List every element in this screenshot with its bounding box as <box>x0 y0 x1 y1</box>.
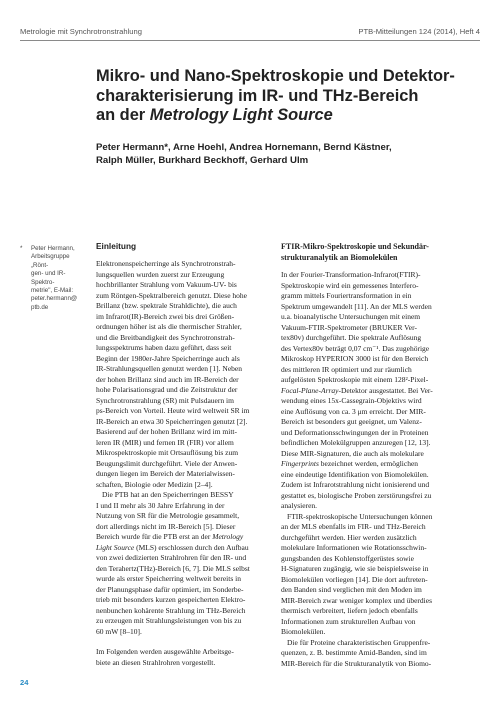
text-line: ptb.de <box>31 303 49 311</box>
text-line: wendung eines 15x-Cassegrain-Objektivs wird <box>281 396 422 405</box>
text-line: an der MLS ebenfalls im FIR- und THz-Bereich <box>281 522 426 531</box>
text-line: gen- und IR-Spektro- <box>31 270 66 286</box>
footnote-mark: * <box>20 245 23 252</box>
text-line: Brillanz (bzw. spektrale Strahldichte), die auch <box>96 301 237 310</box>
text-line: Die PTB hat an den Speicherringen BESSY <box>102 490 234 499</box>
text-line: Synchrotronstrahlung (SR) mit Pulsdauern im <box>96 395 234 405</box>
text-line: Diese MIR-Signaturen, die auch als molekulare <box>281 448 424 458</box>
text-line: IR-Bereich an etwa 30 Speicherringen genutzt [2]. <box>96 416 248 426</box>
text-line: biete an diesen Strahlrohren vorgestellt. <box>96 657 216 667</box>
text-line: lungsspektrums haben dazu geführt, dass seit <box>96 343 232 352</box>
text-line: Zudem ist Infrarotstrahlung nicht ionisierend und <box>281 480 430 489</box>
running-header <box>20 27 480 39</box>
text-line: befindlichen Molekülgruppen anzuregen [12, 13]. <box>281 438 431 447</box>
text-line: Fingerprints bezeichnet werden, ermöglichen <box>281 459 419 468</box>
text-line: den Banden sind verglichen mit den Moden im <box>281 585 422 594</box>
text-line: dort allerdings nicht im IR-Bereich [5]. Dieser <box>96 521 236 531</box>
text-line: Mikroskop HYPERION 3000 ist für den Bereich <box>281 354 429 363</box>
text-line: charakterisierung im IR- und THz-Bereich <box>96 86 419 105</box>
text-line: quenzen, z. B. bestimmte Amid-Banden, sind im <box>281 648 427 657</box>
text-line: In der Fourier-Transformation-Infrarot(FTIR)- <box>281 270 421 279</box>
header-right: PTB-Mitteilungen 124 (2014), Heft 4 <box>358 27 480 36</box>
text-line: ps-Bereich von Vorteil. Heute wird weltweit SR im <box>96 406 250 415</box>
text-line: und die Breitbandigkeit des Synchrotronstrah- <box>96 332 235 342</box>
text-line: Elektronenspeicherringe als Synchrotronstrah- <box>96 259 236 268</box>
text-line: gungsbanden des Kohlenstoffgerüstes sowie <box>281 553 414 563</box>
text-line: schaften, Biologie oder Medizin [2–4]. <box>96 479 213 489</box>
text-line: lungsquellen wurden zuerst zur Erzeugung <box>96 269 225 279</box>
text-line: gestattet es, biologische Proben zerstörungsfrei zu <box>281 490 432 500</box>
text-line: tex80v) durchgeführt. Die spektrale Auflösung <box>281 333 422 342</box>
author-list <box>96 142 476 167</box>
paragraph-group-frequencies <box>281 638 453 670</box>
text-line: trieb mit besonders kurzen gespeicherten Elektro- <box>96 595 246 604</box>
text-line: Im Folgenden werden ausgewählte Arbeitsge- <box>96 647 234 656</box>
text-line: den Terahertz(THz)-Bereich [6, 7]. Die MLS selbst <box>96 563 250 573</box>
author-footnote <box>20 245 84 312</box>
text-line: MIR-Bereich für die Strukturanalytik von Biomo- <box>281 658 432 668</box>
text-line: Peter Hermann*, Arne Hoehl, Andrea Hornemann, Bernd Kästner, <box>96 142 392 153</box>
left-column <box>96 241 268 668</box>
text-line: gramm mittels Fouriertransformation in ein <box>281 291 412 300</box>
paragraph-fir-thz <box>281 512 453 638</box>
text-line: Mikrospektroskopie mit Ortsauflösung bis zum <box>96 448 239 457</box>
text-line: analysieren. <box>281 501 318 510</box>
text-line: Ralph Müller, Burkhard Beckhoff, Gerhard Ulm <box>96 154 309 166</box>
paragraph-overview <box>96 647 268 668</box>
text-line: Bereich ist besonders gut geeignet, um Valenz- <box>281 417 422 426</box>
text-line: ordnungen höher ist als die thermischer Strahler, <box>96 322 242 331</box>
text-line: Mikro- und Nano-Spektroskopie und Detektor- <box>96 67 455 85</box>
text-line: IR-Strahlungsquellen genutzt werden [1]. Neben <box>96 364 242 373</box>
text-line: hohe Polarisationsgrad und die Zeitstruktur der <box>96 385 238 394</box>
text-line: eine Auflösung von ca. 3 μm erreicht. Der MIR- <box>281 406 426 416</box>
text-line: Biomolekülen. <box>281 627 326 636</box>
text-line: H-Signaturen zugängig, wie sie beispielsweise in <box>281 564 429 573</box>
text-line: Focal-Plane-Array-Detektor ausgestattet. Bei Ver- <box>281 385 433 395</box>
footnote-text <box>31 245 84 312</box>
text-line: dungen liegen im Bereich der Materialwissen- <box>96 469 235 478</box>
paragraph-ptb-history <box>96 490 268 637</box>
text-line: eine eindeutige Identifikation von Biomolekülen. <box>281 469 429 479</box>
text-line: Informationen zum strukturellen Aufbau von <box>281 616 416 626</box>
text-line: hochbrillanter Strahlung vom Vakuum-UV- bis <box>96 280 237 289</box>
text-line: FTIR-spektroskopische Untersuchungen können <box>287 511 433 521</box>
text-line: zum Röntgen-Spektralbereich genutzt. Diese hohe <box>96 290 247 300</box>
text-line: an der Metrology Light Source <box>96 106 333 125</box>
article-title <box>96 67 466 126</box>
text-line: Nutzung von SR für die Metrologie gesammelt, <box>96 511 240 520</box>
text-line: molekulare Informationen wie Rotationsschwin- <box>281 543 427 552</box>
text-line: Biomolekülen vorliegen [14]. Die dort auftreten- <box>281 574 428 584</box>
text-line: strukturanalytik an Biomolekülen <box>281 253 398 262</box>
text-line: thermisch verbreitert, liefern jedoch ebenfalls <box>281 606 418 615</box>
text-line: u.a. bioanalytische Untersuchungen mit einem <box>281 312 421 321</box>
text-line: zu erzeugen mit Strahlungsleistungen von bis zu <box>96 616 242 625</box>
text-line: Beginn der 1980er-Jahre Speicherringe auch als <box>96 353 240 363</box>
text-line: des mittleren IR optimiert und zur räumlich <box>281 364 412 374</box>
text-line: Die für Proteine charakteristischen Gruppenfre- <box>287 637 431 647</box>
section-heading-ftir <box>281 241 453 263</box>
text-line: und Deformationsschwingungen der in Proteinen <box>281 427 429 437</box>
text-line: 60 mW [8–10]. <box>96 626 142 636</box>
text-line: im Infrarot(IR)-Bereich zwei bis drei Größen- <box>96 311 235 321</box>
section-heading-einleitung: Einleitung <box>96 241 137 251</box>
paragraph-ftir-method <box>281 270 453 512</box>
right-column <box>281 241 453 669</box>
text-line: durchgeführt werden. Hier werden zusätzlich <box>281 532 417 542</box>
text-line: Arbeitsgruppe „Rönt- <box>31 253 70 269</box>
text-line: metrie", E-Mail: <box>31 287 74 295</box>
text-line: des Vertex80v beträgt 0,07 cm⁻¹. Das zugehörige <box>281 343 430 353</box>
text-line: aufgelösten Spektroskopie mit einem 128²-Pixel- <box>281 375 429 384</box>
text-line: Basierend auf der hohen Brillanz wird im mitt- <box>96 427 238 436</box>
text-line: peter.hermann@ <box>31 295 78 303</box>
text-line: Beugungslimit durchgeführt. Viele der Anwen- <box>96 458 238 468</box>
text-line: Vakuum-FTIR-Spektrometer (BRUKER Ver- <box>281 322 417 332</box>
text-line: von zwei dedizierten Strahlrohren für den IR- und <box>96 553 247 562</box>
text-line: der hohen Brillanz sind auch im IR-Bereich der <box>96 374 239 384</box>
text-line: Peter Hermann, <box>31 245 75 252</box>
text-line: nenbunchen kohärente Strahlung im THz-Bereich <box>96 605 246 615</box>
text-line: Spektrum umgewandelt [11]. An der MLS werden <box>281 301 432 311</box>
text-line: Light Source (MLS) erschlossen durch den Aufbau <box>96 542 249 552</box>
header-left: Metrologie mit Synchrotronstrahlung <box>20 27 142 36</box>
text-line: MIR-Bereich zwar weniger komplex und überdies <box>281 595 432 605</box>
text-line: Spektroskopie wird ein gemessenes Interfero- <box>281 280 419 290</box>
text-line: der Planungsphase dafür optimiert, im Sonderbe- <box>96 584 244 594</box>
text-line: wurde als erster Speicherring weltweit bereits in <box>96 574 241 583</box>
page-number: 24 <box>20 678 29 687</box>
text-line: FTIR-Mikro-Spektroskopie und Sekundär- <box>281 242 429 251</box>
text-line: leren IR (MIR) und fernen IR (FIR) vor allem <box>96 437 234 447</box>
text-line: I und II mehr als 30 Jahre Erfahrung in der <box>96 500 225 510</box>
text-line: Bereich wurde für die PTB erst an der Metrology <box>96 532 244 541</box>
header-divider <box>20 40 480 41</box>
paragraph-intro <box>96 259 268 490</box>
